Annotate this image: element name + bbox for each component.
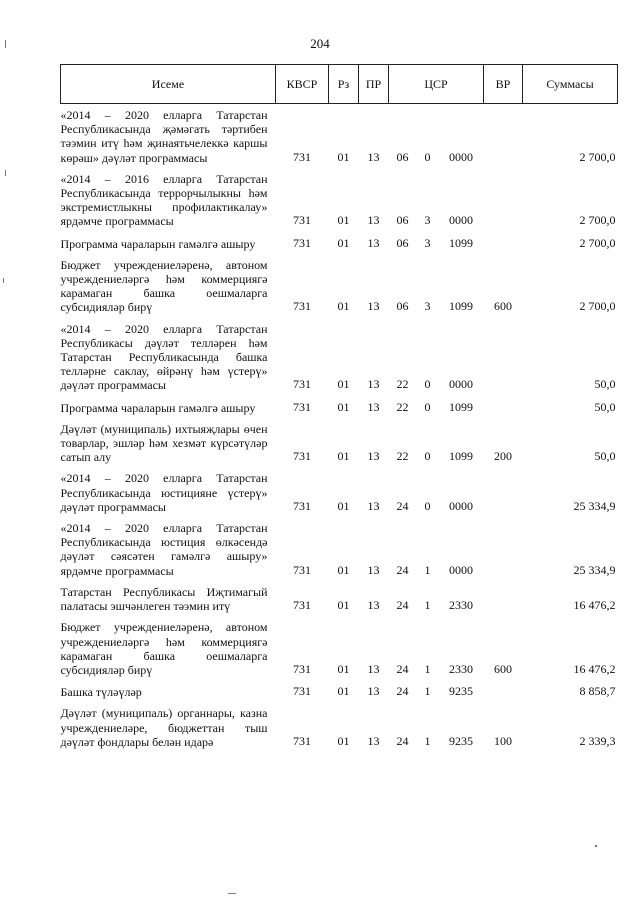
row-csr-subprogram: 3 (424, 299, 431, 314)
table-row (61, 236, 618, 254)
header-csr: ЦСР (389, 65, 484, 104)
row-csr-direction: 1099 (449, 235, 473, 250)
row-csr-program: 24 (396, 684, 409, 699)
row-sum: 50,0 (594, 449, 616, 464)
row-sum: 16 476,2 (573, 598, 616, 613)
row-vr (484, 684, 523, 702)
row-csr-subprogram: 0 (424, 399, 431, 414)
table-row (61, 521, 618, 581)
row-sum: 2 700,0 (579, 299, 616, 314)
row-vr: 200 (494, 449, 513, 464)
row-vr (484, 471, 523, 517)
row-csr-direction: 1099 (449, 299, 473, 314)
row-name: Дәүләт (муниципаль) органнары, казна учреждениеләре, бюджеттан тыш дәүләт фондлары белән идарә (60, 706, 268, 749)
row-pr: 13 (367, 149, 380, 164)
row-csr-subprogram: 0 (424, 498, 431, 513)
row-sum: 2 700,0 (579, 235, 616, 250)
row-vr (484, 108, 523, 168)
scan-mark (5, 170, 6, 176)
row-vr (484, 400, 523, 418)
row-csr-direction: 0000 (449, 213, 473, 228)
row-pr: 13 (367, 498, 380, 513)
row-csr-program: 06 (396, 235, 409, 250)
row-sum: 25 334,9 (573, 562, 616, 577)
row-rz: 01 (337, 733, 350, 748)
row-name: «2014 – 2020 елларга Татарстан Республикасында җәмәгать тәртибен тәэмин итү һәм җинаятьчелеккә каршы көрәш» дәүләт программасы (60, 108, 268, 165)
row-rz: 01 (337, 399, 350, 414)
row-vr (484, 521, 523, 581)
row-sum: 50,0 (594, 399, 616, 414)
row-csr-subprogram: 0 (424, 449, 431, 464)
row-csr-direction: 1099 (449, 449, 473, 464)
table-header-row (61, 65, 618, 104)
row-csr-program: 24 (396, 498, 409, 513)
row-pr: 13 (367, 684, 380, 699)
table-row (61, 400, 618, 418)
table-row (61, 684, 618, 702)
row-csr-direction: 9235 (449, 733, 473, 748)
row-rz: 01 (337, 562, 350, 577)
row-pr: 13 (367, 377, 380, 392)
table-row (61, 422, 618, 468)
row-csr-direction: 1099 (449, 399, 473, 414)
table-row (61, 322, 618, 396)
row-sum: 25 334,9 (573, 498, 616, 513)
row-name: «2014 – 2020 елларга Татарстан Республикасында юстицияне үстерү» дәүләт программасы (60, 471, 268, 514)
row-pr: 13 (367, 299, 380, 314)
row-csr-program: 22 (396, 399, 409, 414)
scan-mark (595, 845, 597, 847)
table-row (61, 471, 618, 517)
row-kvsr: 731 (293, 684, 311, 699)
row-csr-subprogram: 3 (424, 235, 431, 250)
row-name: Башка түләүләр (60, 685, 142, 700)
row-kvsr: 731 (293, 498, 311, 513)
row-rz: 01 (337, 684, 350, 699)
row-sum: 50,0 (594, 377, 616, 392)
row-kvsr: 731 (293, 299, 311, 314)
budget-table (60, 64, 618, 752)
header-name: Исеме (61, 65, 276, 104)
row-rz: 01 (337, 661, 350, 676)
row-name: Программа чараларын гамәлгә ашыру (60, 236, 256, 251)
row-kvsr: 731 (293, 399, 311, 414)
header-sum: Суммасы (523, 65, 618, 104)
row-csr-subprogram: 1 (424, 684, 431, 699)
row-sum: 2 700,0 (579, 213, 616, 228)
row-pr: 13 (367, 733, 380, 748)
row-vr (484, 322, 523, 396)
row-vr: 100 (494, 733, 513, 748)
row-rz: 01 (337, 235, 350, 250)
row-name: Программа чараларын гамәлгә ашыру (60, 400, 256, 415)
row-kvsr: 731 (293, 733, 311, 748)
row-csr-direction: 2330 (449, 661, 473, 676)
page-number: 204 (310, 36, 330, 51)
header-kvsr: КВСР (276, 65, 329, 104)
row-rz: 01 (337, 149, 350, 164)
row-csr-program: 24 (396, 598, 409, 613)
row-csr-subprogram: 1 (424, 733, 431, 748)
row-pr: 13 (367, 562, 380, 577)
table-row (61, 620, 618, 680)
row-name: Дәүләт (муниципаль) ихтыяҗлары өчен товарлар, эшләр һәм хезмәт күрсәтүләр сатып алу (60, 421, 268, 465)
row-vr (484, 585, 523, 616)
row-kvsr: 731 (293, 661, 311, 676)
row-rz: 01 (337, 299, 350, 314)
scan-mark (228, 893, 236, 894)
row-csr-program: 22 (396, 377, 409, 392)
row-vr: 600 (494, 299, 513, 314)
row-pr: 13 (367, 235, 380, 250)
row-csr-direction: 2330 (449, 598, 473, 613)
row-kvsr: 731 (293, 562, 311, 577)
row-csr-subprogram: 0 (424, 377, 431, 392)
row-kvsr: 731 (293, 235, 311, 250)
row-rz: 01 (337, 598, 350, 613)
row-kvsr: 731 (293, 449, 311, 464)
row-rz: 01 (337, 377, 350, 392)
row-csr-program: 24 (396, 661, 409, 676)
row-name: «2014 – 2020 елларга Татарстан Республикасы дәүләт телләрен һәм Татарстан Республикасында башка телләрне саклау, өйрәнү һәм үстерү» дәүләт программасы (60, 321, 268, 393)
row-csr-program: 06 (396, 299, 409, 314)
row-sum: 2 700,0 (579, 149, 616, 164)
scan-mark (5, 40, 6, 48)
row-rz: 01 (337, 498, 350, 513)
row-sum: 16 476,2 (573, 661, 616, 676)
row-vr (484, 172, 523, 232)
table-row (61, 108, 618, 168)
row-sum: 8 858,7 (579, 684, 616, 699)
row-rz: 01 (337, 449, 350, 464)
row-name: Бюджет учреждениеләренә, автоном учреждениеләргә һәм коммерциягә карамаган башка оешмаларга субсидияләр бирү (60, 620, 268, 677)
row-csr-program: 24 (396, 562, 409, 577)
row-csr-program: 24 (396, 733, 409, 748)
row-pr: 13 (367, 399, 380, 414)
row-csr-subprogram: 1 (424, 598, 431, 613)
row-csr-subprogram: 3 (424, 213, 431, 228)
row-pr: 13 (367, 449, 380, 464)
row-csr-program: 06 (396, 213, 409, 228)
row-csr-direction: 0000 (449, 562, 473, 577)
row-csr-program: 06 (396, 149, 409, 164)
row-csr-direction: 9235 (449, 684, 473, 699)
row-csr-direction: 0000 (449, 149, 473, 164)
row-vr: 600 (494, 661, 513, 676)
table-row (61, 706, 618, 752)
scan-mark (3, 278, 4, 283)
table-row (61, 585, 618, 616)
row-name: «2014 – 2016 елларга Татарстан Республикасында террорчылыкны һәм экстремистлыкны профилактикалау» ярдәмче программасы (60, 171, 268, 229)
row-vr (484, 236, 523, 254)
row-name: Бюджет учреждениеләренә, автоном учреждениеләргә һәм коммерциягә карамаган башка оешмаларга субсидияләр бирү (60, 257, 268, 315)
row-kvsr: 731 (293, 377, 311, 392)
row-sum: 2 339,3 (579, 733, 616, 748)
row-kvsr: 731 (293, 213, 311, 228)
row-kvsr: 731 (293, 149, 311, 164)
row-name: «2014 – 2020 елларга Татарстан Республикасында юстиция өлкәсендә дәүләт сәясәтен гамәлгә ашыру» ярдәмче программасы (60, 521, 268, 578)
row-pr: 13 (367, 661, 380, 676)
header-rz: Рз (329, 65, 359, 104)
row-csr-direction: 0000 (449, 377, 473, 392)
row-csr-direction: 0000 (449, 498, 473, 513)
row-name: Татарстан Республикасы Иҗтимагый палатасы эшчәнлеген тәэмин итү (60, 584, 268, 614)
row-kvsr: 731 (293, 598, 311, 613)
row-csr-program: 22 (396, 449, 409, 464)
row-csr-subprogram: 0 (424, 149, 431, 164)
table-body (61, 104, 618, 752)
row-csr-subprogram: 1 (424, 562, 431, 577)
table-row (61, 172, 618, 232)
header-vr: ВР (484, 65, 523, 104)
table-row (61, 258, 618, 318)
header-pr: ПР (359, 65, 389, 104)
row-rz: 01 (337, 213, 350, 228)
row-pr: 13 (367, 213, 380, 228)
row-pr: 13 (367, 598, 380, 613)
row-csr-subprogram: 1 (424, 661, 431, 676)
